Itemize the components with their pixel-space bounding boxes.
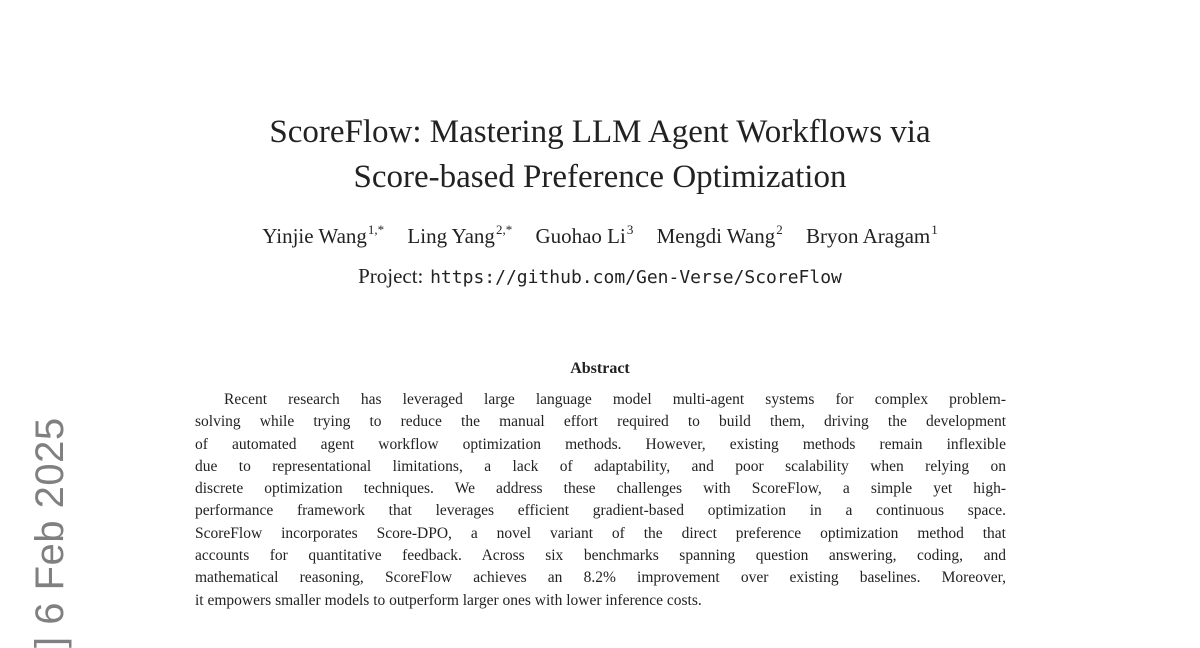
author-name: Ling Yang bbox=[407, 224, 495, 248]
author-name: Bryon Aragam bbox=[806, 224, 931, 248]
title-line-2: Score-based Preference Optimization bbox=[353, 159, 847, 195]
author-affiliation: 2 bbox=[776, 222, 783, 237]
arxiv-side-stamp: ] 6 Feb 2025 bbox=[28, 417, 72, 648]
abstract-line: accounts for quantitative feedback. Across six benchmarks spanning question answering, coding, and bbox=[195, 547, 1006, 565]
author-affiliation: 3 bbox=[626, 222, 634, 237]
author bbox=[535, 222, 633, 249]
author-name: Yinjie Wang bbox=[262, 224, 367, 248]
author-affiliation: 2,* bbox=[495, 222, 513, 237]
abstract-line: discrete optimization techniques. We address these challenges with ScoreFlow, a simple yet high- bbox=[195, 480, 1006, 498]
paper-title bbox=[0, 110, 1200, 200]
author-affiliation: 1,* bbox=[367, 222, 385, 237]
project-label: Project: bbox=[358, 264, 424, 288]
abstract-line: mathematical reasoning, ScoreFlow achieves an 8.2% improvement over existing baselines. Moreover, bbox=[195, 569, 1006, 587]
title-line-1: ScoreFlow: Mastering LLM Agent Workflows via bbox=[269, 114, 931, 150]
author-name: Guohao Li bbox=[535, 224, 626, 248]
abstract-line: solving while trying to reduce the manual effort required to build them, driving the development bbox=[195, 413, 1006, 431]
author bbox=[806, 222, 938, 249]
abstract-line: performance framework that leverages efficient gradient-based optimization in a continuous space. bbox=[195, 502, 1006, 520]
author bbox=[657, 222, 783, 249]
project-link[interactable]: https://github.com/Gen-Verse/ScoreFlow bbox=[430, 267, 842, 288]
author-list bbox=[0, 222, 1200, 249]
abstract-line: ScoreFlow incorporates Score-DPO, a novel variant of the direct preference optimization method that bbox=[195, 524, 1006, 542]
abstract-line: it empowers smaller models to outperform larger ones with lower inference costs. bbox=[195, 591, 702, 609]
project-line bbox=[0, 264, 1200, 289]
abstract-text bbox=[195, 389, 1006, 612]
author-affiliation: 1 bbox=[931, 222, 938, 237]
author bbox=[262, 222, 384, 249]
author bbox=[407, 222, 512, 249]
abstract-line: of automated agent workflow optimization methods. However, existing methods remain inflexible bbox=[195, 435, 1006, 453]
author-name: Mengdi Wang bbox=[656, 224, 776, 248]
abstract-heading: Abstract bbox=[570, 360, 630, 377]
abstract-line: due to representational limitations, a lack of adaptability, and poor scalability when relying on bbox=[195, 457, 1006, 475]
abstract-line: Recent research has leveraged large language model multi-agent systems for complex problem- bbox=[224, 391, 1006, 408]
